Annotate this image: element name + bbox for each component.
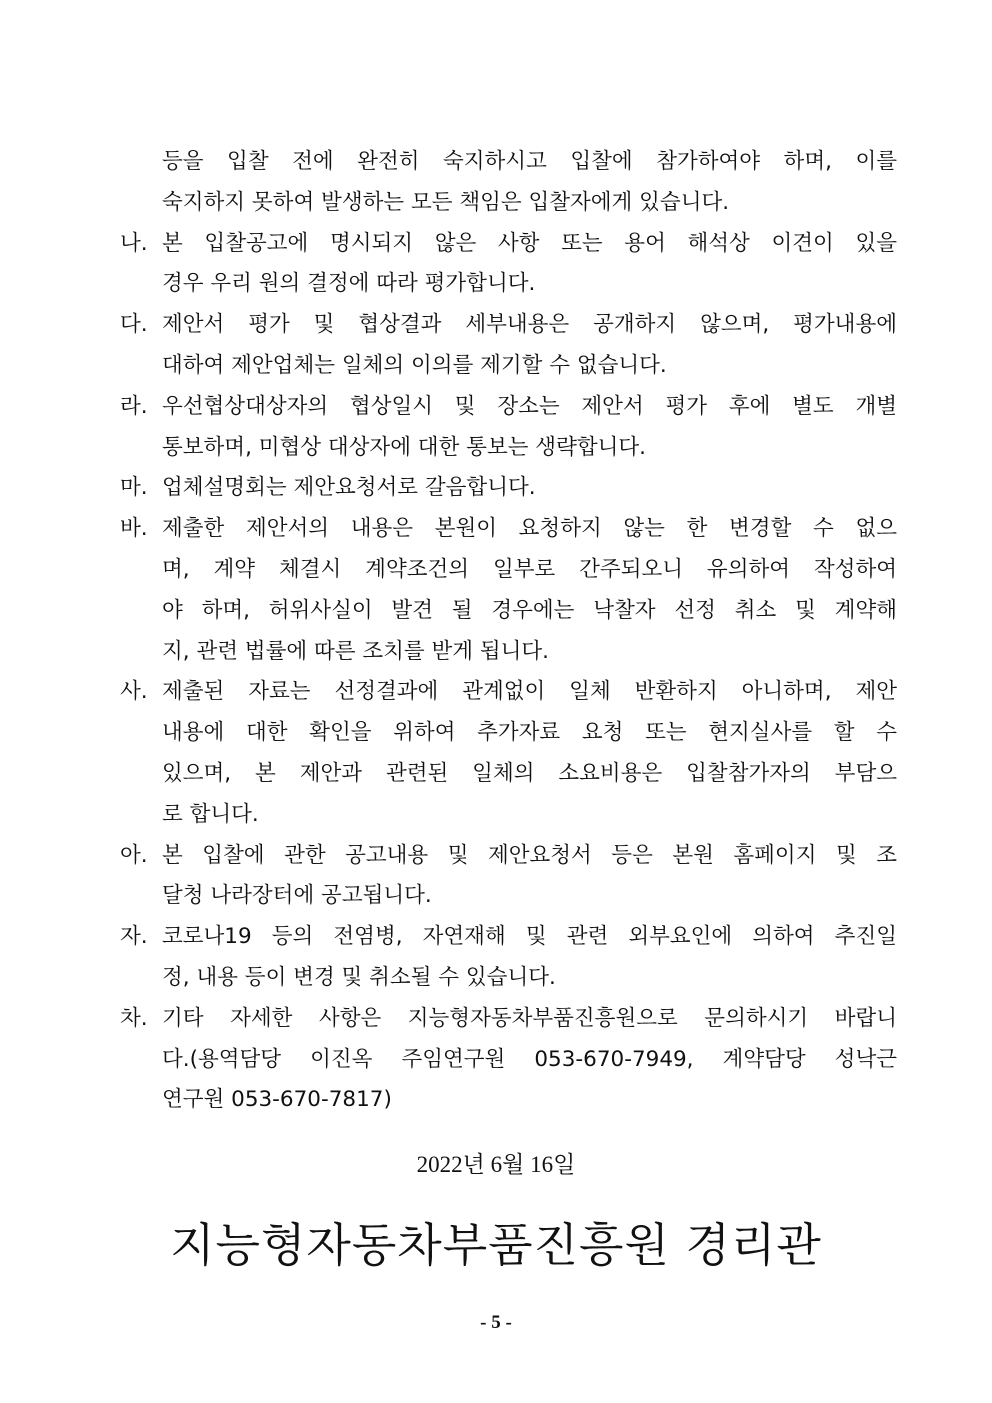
text-line: 기타 자세한 사항은 지능형자동차부품진흥원으로 문의하시기 바랍니 [162,1005,897,1031]
item-marker: 차. [120,1005,148,1031]
item-marker: 아. [120,842,148,868]
list-item-ma [120,468,897,509]
text-line: 달청 나라장터에 공고됩니다. [162,883,432,909]
text-line: 야 하며, 허위사실이 발견 될 경우에는 낙찰자 선정 취소 및 계약해 [162,597,897,623]
issuer-signature: 지능형자동차부품진흥원 경리관 [170,1218,822,1272]
text-line: 지, 관련 법률에 따른 조치를 받게 됩니다. [162,638,549,664]
continuation-paragraph [120,142,897,224]
item-content [162,999,897,1121]
item-content [162,468,897,509]
text-line: 제안서 평가 및 협상결과 세부내용은 공개하지 않으며, 평가내용에 [162,312,897,338]
text-line: 통보하며, 미협상 대상자에 대한 통보는 생략합니다. [162,434,646,460]
text-line: 제출한 제안서의 내용은 본원이 요청하지 않는 한 변경할 수 없으 [162,516,897,542]
text-line: 숙지하지 못하여 발생하는 모든 책임은 입찰자에게 있습니다. [162,189,730,215]
text-line: 업체설명회는 제안요청서로 갈음합니다. [162,475,536,501]
item-content [162,305,897,387]
text-line: 며, 계약 체결시 계약조건의 일부로 간주되오니 유의하여 작성하여 [162,556,897,582]
text-line: 등을 입찰 전에 완전히 숙지하시고 입찰에 참가하여야 하며, 이를 [162,149,897,174]
text-line: 내용에 대한 확인을 위하여 추가자료 요청 또는 현지실사를 할 수 [162,720,897,746]
list-item-da [120,305,897,387]
item-content [162,387,897,469]
list-item-sa [120,672,897,835]
list-item-na [120,224,897,306]
list-item-a [120,836,897,918]
item-content [162,917,897,999]
page-number: - 5 - [480,1312,512,1333]
item-marker: 마. [120,475,148,501]
item-marker: 다. [120,312,148,338]
text-line: 경우 우리 원의 결정에 따라 평가합니다. [162,271,536,297]
item-content [162,509,897,672]
list-item-ba [120,509,897,672]
list-item-ra [120,387,897,469]
item-marker: 라. [120,393,148,419]
text-line: 본 입찰공고에 명시되지 않은 사항 또는 용어 해석상 이견이 있을 [162,230,897,256]
list-item-ja [120,917,897,999]
item-marker: 나. [120,230,148,256]
text-line: 정, 내용 등이 변경 및 취소될 수 있습니다. [162,964,556,990]
text-line: 제출된 자료는 선정결과에 관계없이 일체 반환하지 아니하며, 제안 [162,679,897,705]
text-line: 연구원 053-670-7817) [162,1087,392,1113]
text-line: 코로나19 등의 전염병, 자연재해 및 관련 외부요인에 의하여 추진일 [162,924,897,950]
text-line: 로 합니다. [162,801,259,827]
item-marker: 사. [120,679,148,705]
item-content [162,672,897,835]
text-line: 대하여 제안업체는 일체의 이의를 제기할 수 없습니다. [162,352,667,378]
text-line: 본 입찰에 관한 공고내용 및 제안요청서 등은 본원 홈페이지 및 조 [162,842,897,868]
text-line: 있으며, 본 제안과 관련된 일체의 소요비용은 입찰참가자의 부담으 [162,760,897,786]
item-content [162,224,897,306]
list-item-cha [120,999,897,1121]
text-line: 우선협상대상자의 협상일시 및 장소는 제안서 평가 후에 별도 개별 [162,393,897,419]
item-content [162,836,897,918]
text-line: 다.(용역담당 이진옥 주임연구원 053-670-7949, 계약담당 성낙근 [162,1046,897,1072]
item-marker: 바. [120,516,148,542]
notice-date: 2022년 6월 16일 [416,1152,576,1177]
item-marker: 자. [120,924,148,950]
notice-body [120,142,897,1121]
